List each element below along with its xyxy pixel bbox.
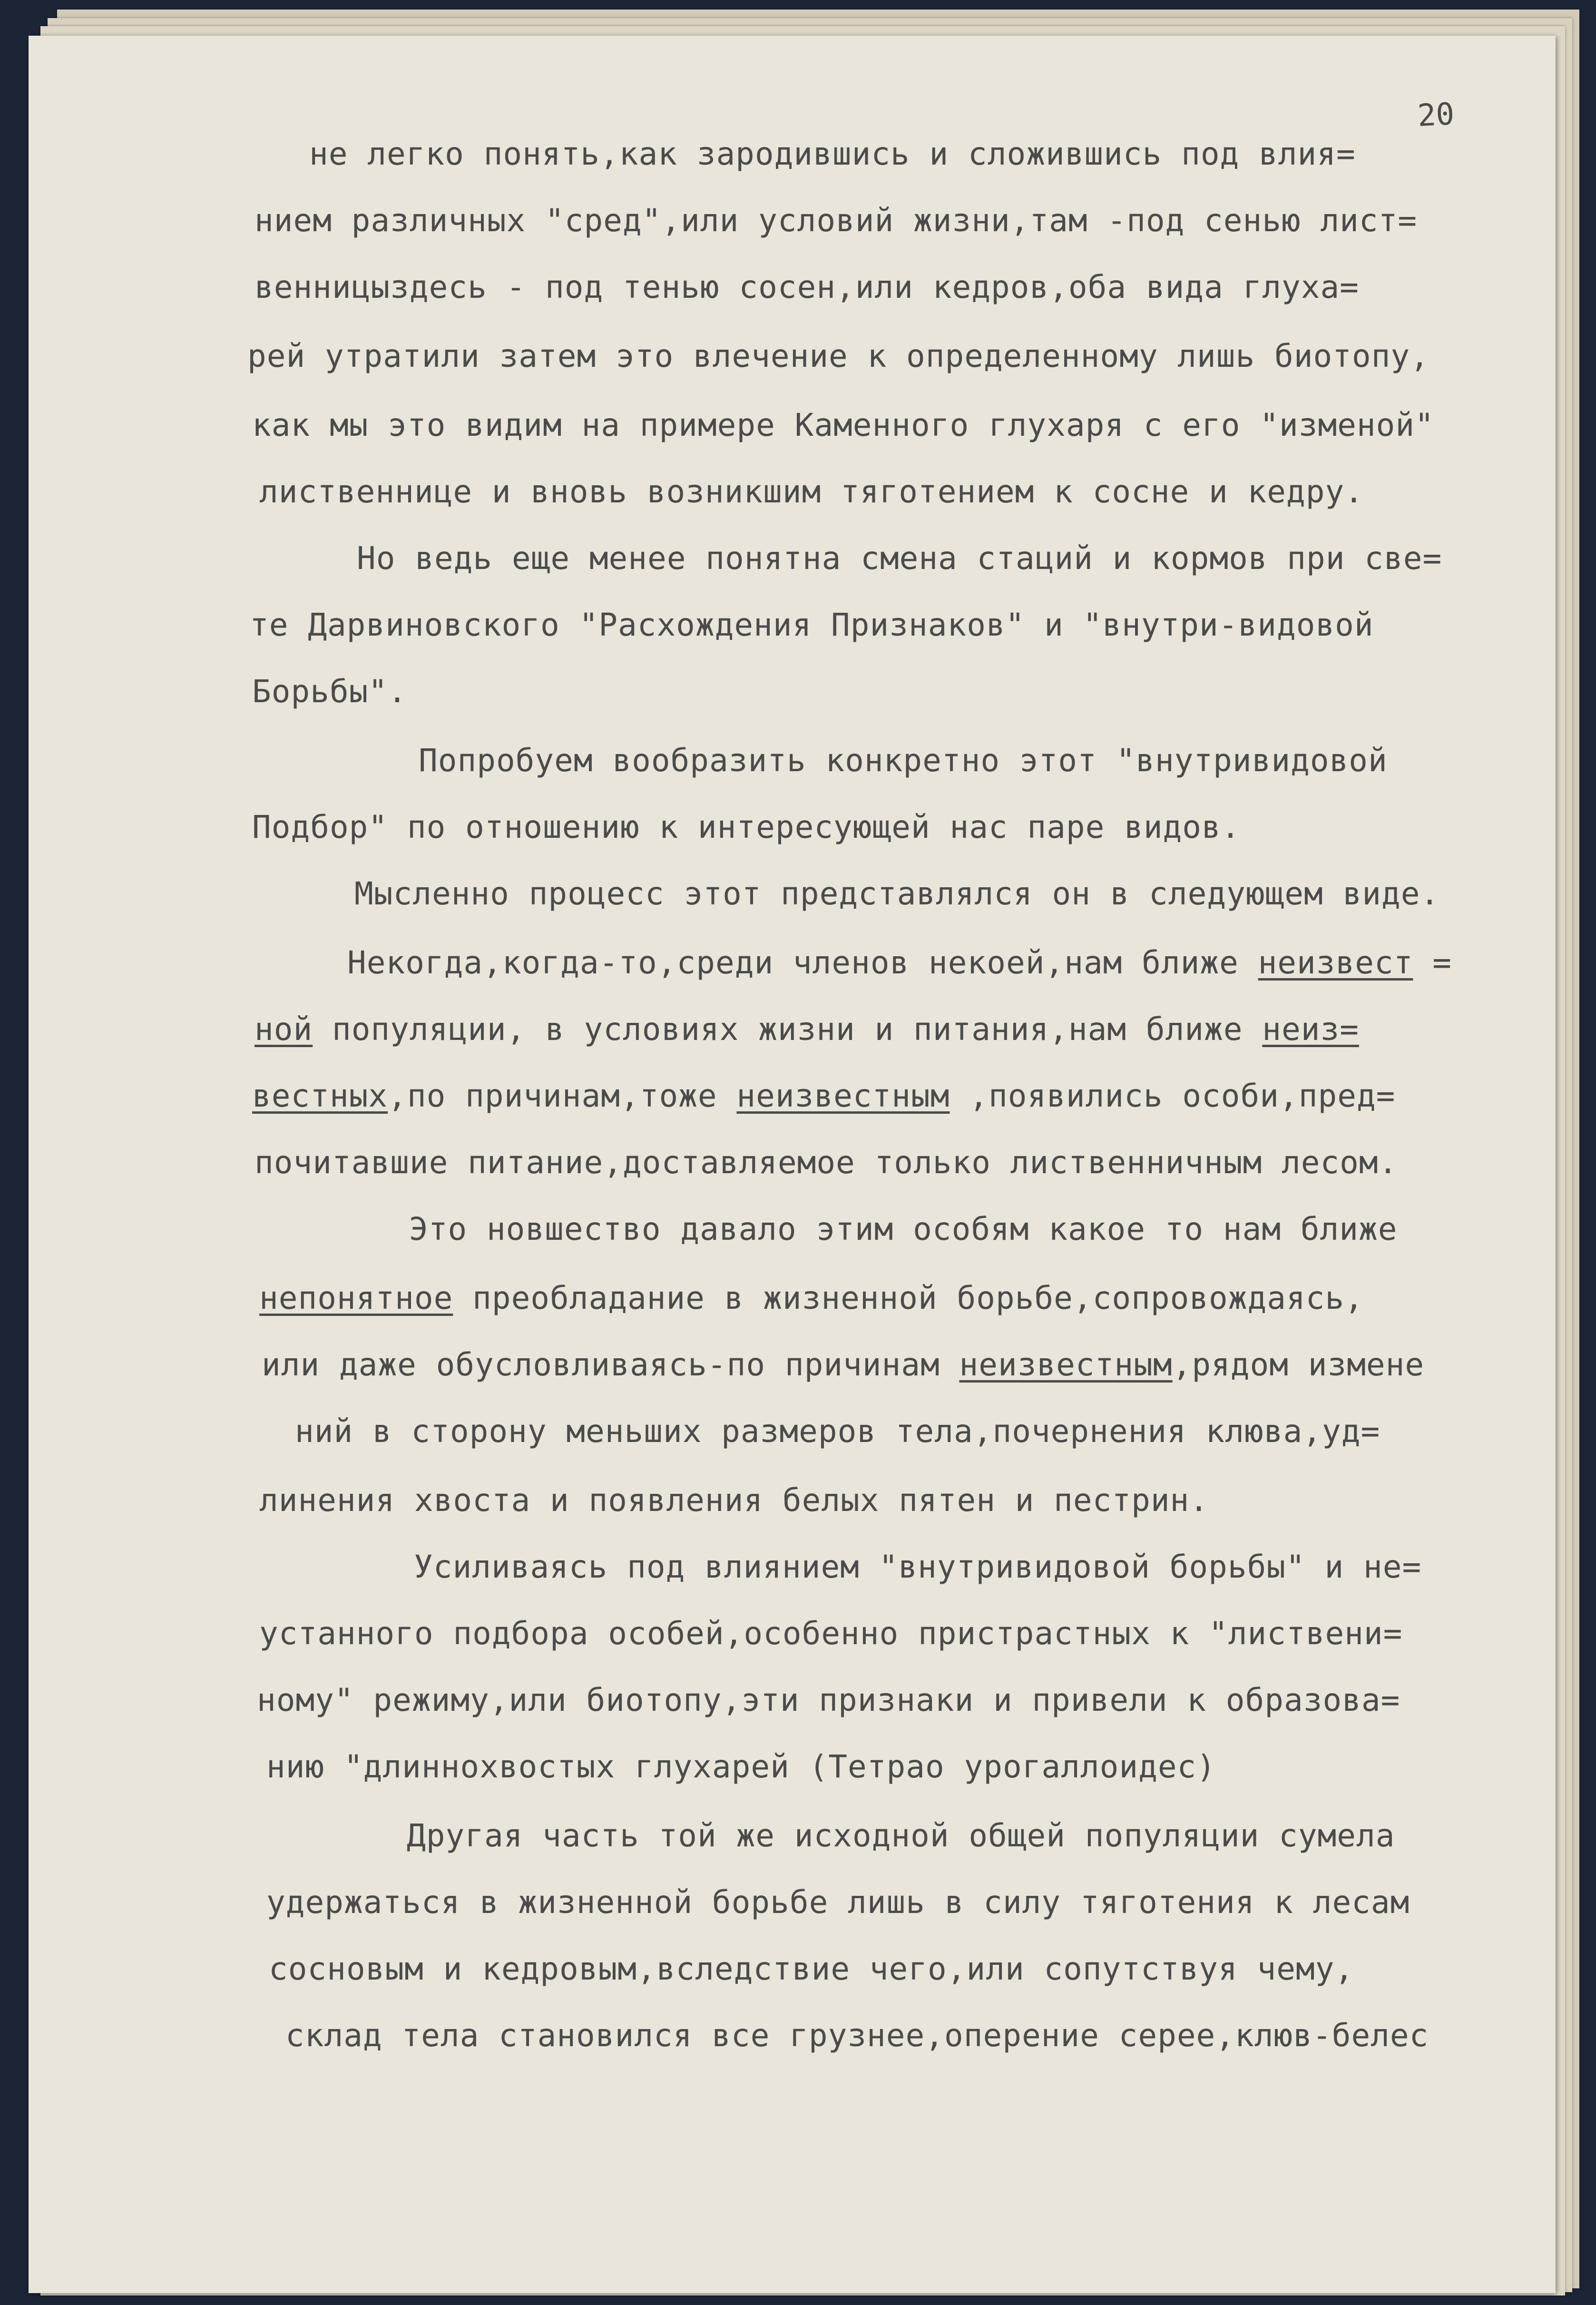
text-line bbox=[255, 1011, 1359, 1048]
text-line bbox=[409, 1211, 1398, 1247]
typewritten-page bbox=[29, 36, 1556, 2293]
text-line bbox=[255, 269, 1359, 305]
underlined-word: неизвестным bbox=[736, 1078, 950, 1114]
text-line bbox=[309, 136, 1356, 172]
line-text: почитавшие питание,доставляемое только лиственничным лесом. bbox=[255, 1144, 1398, 1181]
line-text: нию "длиннохвостых глухарей (Тетрао урогаллоидес) bbox=[266, 1748, 1216, 1785]
line-text: нием различных "сред",или условий жизни,там -под сенью лист= bbox=[255, 202, 1418, 239]
text-line bbox=[255, 202, 1417, 239]
page-number: 20 bbox=[1417, 97, 1455, 134]
text-line bbox=[414, 1549, 1421, 1585]
line-text: лиственнице и вновь возникшим тяготением к сосне и кедру. bbox=[259, 473, 1364, 510]
line-text: устанного подбора особей,особенно пристрастных к "листвени= bbox=[259, 1615, 1403, 1652]
text-line bbox=[419, 742, 1388, 779]
line-text: как мы это видим на примере Каменного глухаря с его "изменой" bbox=[252, 407, 1434, 443]
text-line bbox=[259, 1615, 1402, 1652]
text-line bbox=[266, 1884, 1410, 1921]
text-line bbox=[252, 1078, 1395, 1114]
text-line bbox=[259, 1482, 1209, 1519]
text-line bbox=[266, 1748, 1216, 1785]
line-text: те Дарвиновского "Расхождения Признаков" и "внутри-видовой bbox=[250, 607, 1374, 643]
underlined-word: вестных bbox=[252, 1078, 388, 1114]
text-line bbox=[295, 1413, 1380, 1450]
line-text: Другая часть той же исходной общей популяции сумела bbox=[407, 1817, 1395, 1854]
line-text: Это новшество давало этим особям какое то нам ближе bbox=[409, 1211, 1398, 1247]
line-text: не легко понять,как зародившись и сложившись под влия= bbox=[309, 136, 1356, 172]
text-line bbox=[257, 1682, 1400, 1718]
text-line bbox=[269, 1951, 1354, 1987]
line-text: преобладание в жизненной борьбе,сопровождаясь, bbox=[453, 1280, 1364, 1316]
text-line bbox=[357, 540, 1442, 577]
text-line bbox=[354, 875, 1439, 912]
text-line bbox=[262, 1346, 1424, 1383]
text-line bbox=[407, 1817, 1395, 1854]
line-text: ,по причинам,тоже bbox=[388, 1078, 737, 1114]
underlined-word: неизвест bbox=[1258, 944, 1413, 981]
line-text: популяции, в условиях жизни и питания,нам ближе bbox=[313, 1011, 1263, 1048]
line-text: Борьбы". bbox=[252, 673, 407, 710]
text-line bbox=[252, 407, 1434, 443]
line-text: Усиливаясь под влиянием "внутривидовой борьбы" и не= bbox=[414, 1549, 1422, 1585]
text-line bbox=[252, 673, 407, 710]
text-line bbox=[259, 1280, 1364, 1316]
line-text: ,рядом измене bbox=[1172, 1346, 1425, 1383]
text-line bbox=[255, 1144, 1398, 1181]
line-text: Попробуем вообразить конкретно этот "внутривидовой bbox=[419, 742, 1388, 779]
line-text: ний в сторону меньших размеров тела,почернения клюва,уд= bbox=[295, 1413, 1381, 1450]
line-text: или даже обусловливаясь-по причинам bbox=[262, 1346, 960, 1383]
underlined-word: неиз= bbox=[1262, 1011, 1359, 1048]
line-text: сосновым и кедровым,вследствие чего,или сопутствуя чему, bbox=[269, 1951, 1354, 1987]
line-text: Но ведь еще менее понятна смена стаций и кормов при све= bbox=[357, 540, 1442, 577]
line-text: Мысленно процесс этот представлялся он в следующем виде. bbox=[354, 875, 1440, 912]
line-text: Некогда,когда-то,среди членов некоей,нам ближе bbox=[347, 944, 1258, 981]
text-line bbox=[347, 944, 1452, 981]
text-line bbox=[252, 809, 1241, 845]
line-text: ,появились особи,пред= bbox=[950, 1078, 1396, 1114]
text-line bbox=[247, 338, 1430, 374]
line-text: Подбор" по отношению к интересующей нас паре видов. bbox=[252, 809, 1241, 845]
underlined-word: непонятное bbox=[259, 1280, 453, 1316]
line-text: венницыздесь - под тенью сосен,или кедров,оба вида глуха= bbox=[255, 269, 1359, 305]
text-line bbox=[250, 607, 1374, 643]
line-text: = bbox=[1413, 944, 1452, 981]
line-text: склад тела становился все грузнее,оперение серее,клюв-белес bbox=[285, 2017, 1429, 2054]
line-text: ному" режиму,или биотопу,эти признаки и привели к образова= bbox=[257, 1682, 1400, 1718]
text-line bbox=[285, 2017, 1429, 2054]
line-text: линения хвоста и появления белых пятен и пестрин. bbox=[259, 1482, 1209, 1519]
underlined-word: неизвестным bbox=[959, 1346, 1173, 1383]
line-text: удержаться в жизненной борьбе лишь в силу тяготения к лесам bbox=[266, 1884, 1410, 1921]
underlined-word: ной bbox=[255, 1011, 313, 1048]
text-line bbox=[259, 473, 1364, 510]
line-text: рей утратили затем это влечение к определенному лишь биотопу, bbox=[247, 338, 1430, 374]
